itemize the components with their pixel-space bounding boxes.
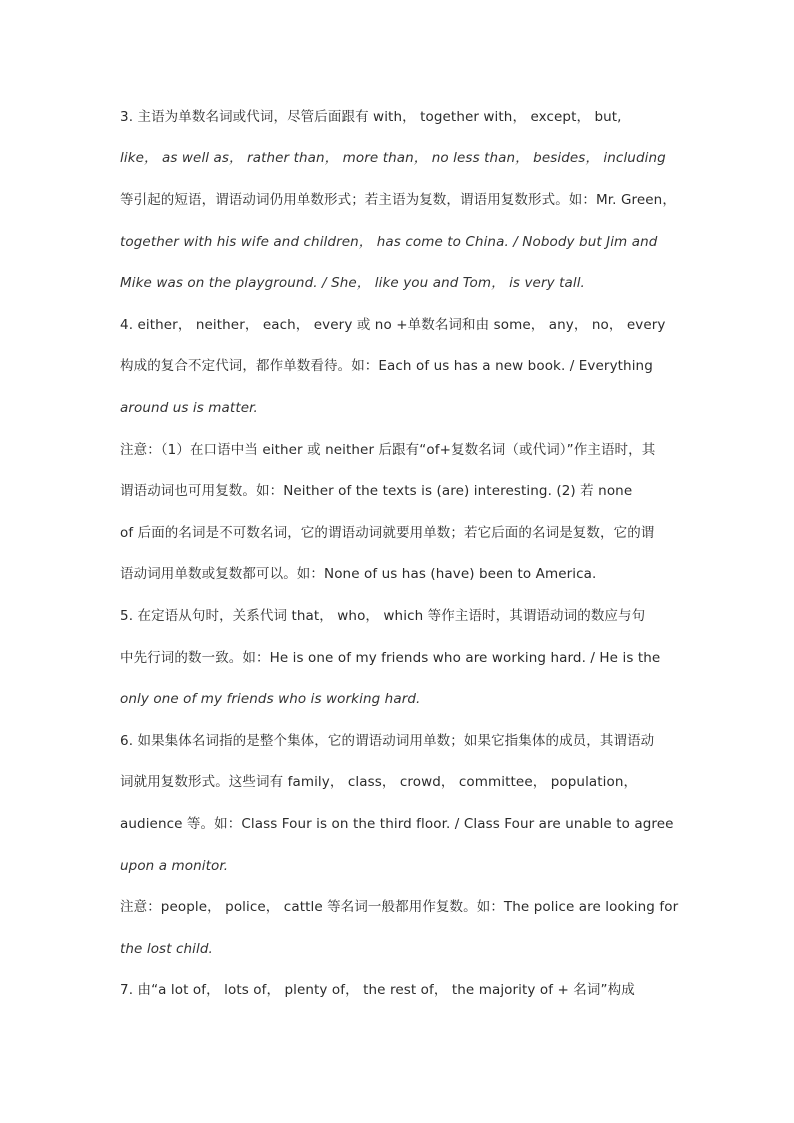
text-line: upon a monitor. [120, 858, 229, 874]
text-line: 构成的复合不定代词，都作单数看待。如：Each of us has a new book. / Everything [120, 358, 653, 374]
text-line: only one of my friends who is working hard. [120, 691, 421, 707]
text-line: 注意：people， police， cattle 等名词一般都用作复数。如：The police are looking for [120, 899, 679, 915]
text-line: 5. 在定语从句时，关系代词 that， who， which 等作主语时，其谓语动词的数应与句 [120, 608, 646, 624]
text-line: audience 等。如：Class Four is on the third floor. / Class Four are unable to agree [120, 816, 674, 832]
text-line: 等引起的短语，谓语动词仍用单数形式；若主语为复数，谓语用复数形式。如：Mr. Green， [120, 192, 676, 208]
text-line: the lost child. [120, 941, 213, 957]
text-line: like， as well as， rather than， more than， no less than， besides， including [120, 150, 666, 166]
text-line: 4. either， neither， each， every 或 no +单数名词和由 some， any， no， every [120, 317, 666, 333]
text-line: 3. 主语为单数名词或代词，尽管后面跟有 with， together with， except， but, [120, 109, 622, 125]
text-line: 注意：（1）在口语中当 either 或 neither 后跟有“of+复数名词（或代词）”作主语时，其 [120, 442, 656, 458]
text-line: 7. 由“a lot of， lots of， plenty of， the rest of， the majority of + 名词”构成 [120, 982, 635, 998]
text-line: Mike was on the playground. / She， like you and Tom， is very tall. [120, 275, 585, 291]
text-line: of 后面的名词是不可数名词，它的谓语动词就要用单数；若它后面的名词是复数，它的谓 [120, 525, 655, 541]
text-line: 6. 如果集体名词指的是整个集体，它的谓语动词用单数；如果它指集体的成员，其谓语动 [120, 733, 655, 749]
text-line: together with his wife and children， has come to China. / Nobody but Jim and [120, 234, 658, 250]
text-line: 中先行词的数一致。如：He is one of my friends who are working hard. / He is the [120, 650, 661, 666]
text-line: 谓语动词也可用复数。如：Neither of the texts is (are) interesting. (2) 若 none [120, 483, 633, 499]
text-line: 语动词用单数或复数都可以。如：None of us has (have) been to America. [120, 566, 597, 582]
text-line: 词就用复数形式。这些词有 family， class， crowd， committee， population， [120, 774, 638, 790]
text-line: around us is matter. [120, 400, 258, 416]
